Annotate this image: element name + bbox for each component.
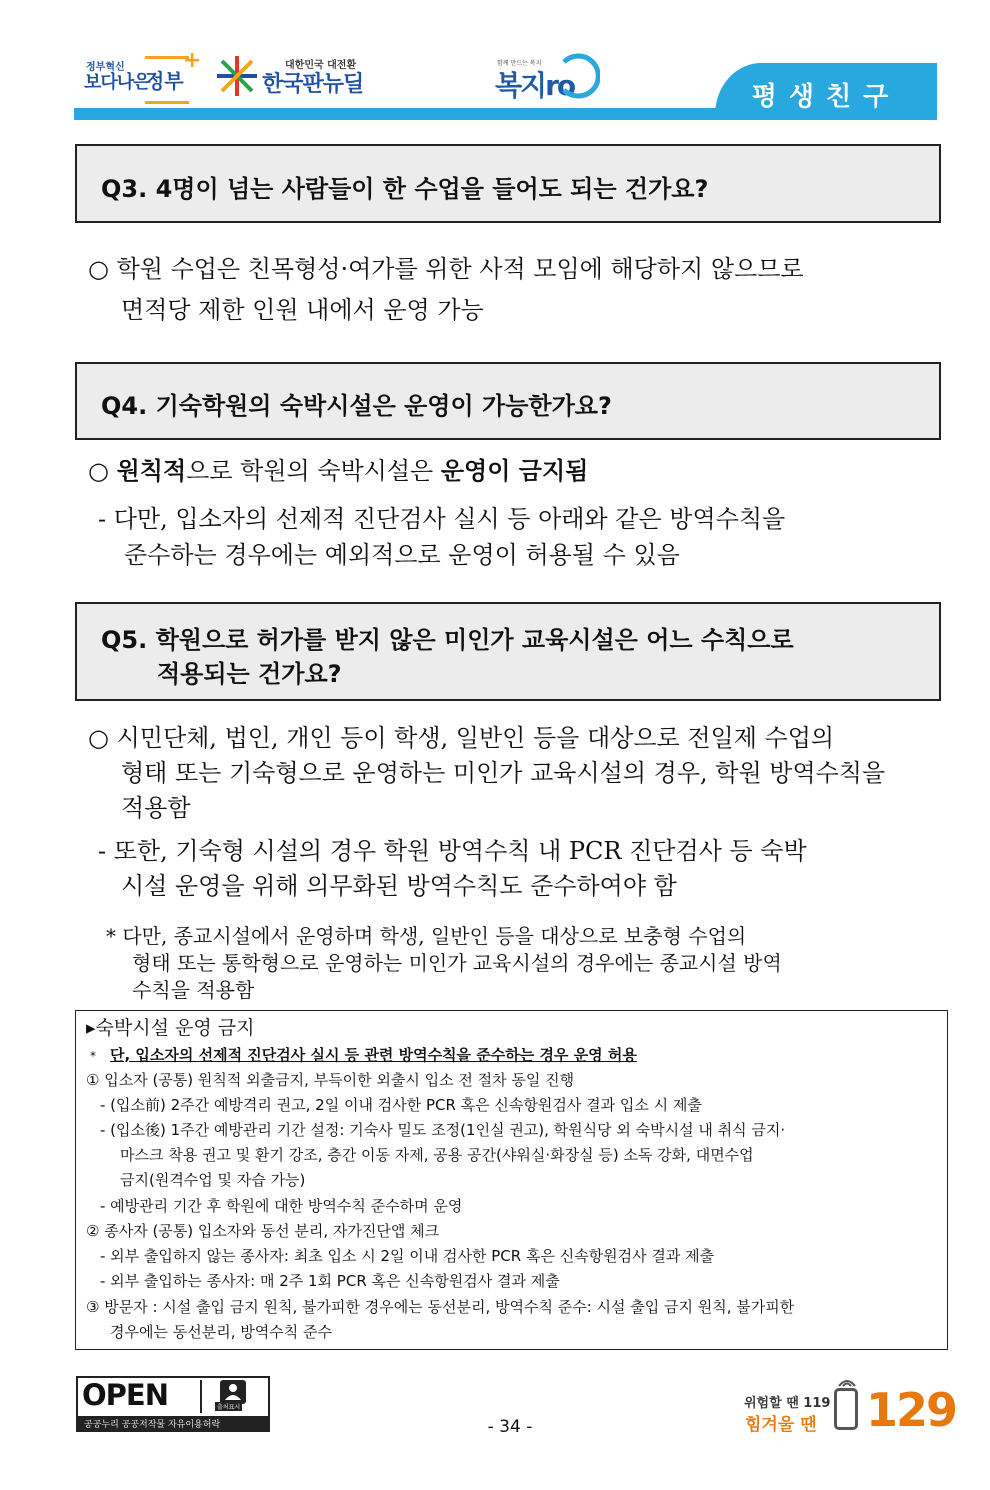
q5-note-line3: 수칙을 적용함 bbox=[132, 978, 255, 1002]
logo-gov-innovation-small: 정부혁신 bbox=[86, 62, 125, 73]
summary-line11: 경우에는 동선분리, 방역수칙 준수 bbox=[110, 1323, 332, 1341]
summary-line1: ① 입소자 (공통) 원칙적 외출금지, 부득이한 외출시 입소 전 절차 동일 진행 bbox=[86, 1071, 575, 1089]
q3-question-text: Q3. 4명이 넘는 사람들이 한 수업을 들어도 되는 건가요? bbox=[101, 175, 709, 203]
logo-gov-word: 정부 bbox=[145, 69, 184, 93]
summary-line3: - (입소後) 1주간 예방관리 기간 설정: 기숙사 밀도 조정(1인실 권고), 학원식당 외 숙박시설 내 취식 금지· bbox=[100, 1121, 786, 1139]
signal-waves-icon bbox=[836, 1374, 858, 1388]
q5-answer-line2: 형태 또는 기숙형으로 운영하는 미인가 교육시설의 경우, 학원 방역수칙을 bbox=[121, 759, 886, 787]
q5-question-box bbox=[75, 602, 941, 701]
summary-subtitle: 단, 입소자의 선제적 진단검사 실시 등 관련 방역수칙을 준수하는 경우 운영 허용 bbox=[110, 1046, 637, 1064]
q5-question-line2: 적용되는 건가요? bbox=[157, 660, 342, 688]
summary-line6: - 예방관리 기간 후 학원에 대한 방역수칙 준수하며 운영 bbox=[100, 1197, 463, 1215]
q4-answer-mid: 으로 학원의 숙박시설은 bbox=[186, 457, 441, 485]
logo-welfare-small: 함께 만드는 복지 bbox=[497, 60, 542, 67]
logo-gov-innovation-main: 보다나은 bbox=[84, 72, 150, 93]
q5-answer-line3: 적용함 bbox=[121, 794, 191, 822]
summary-title: ▸숙박시설 운영 금지 bbox=[86, 1017, 255, 1039]
q3-question-box bbox=[75, 144, 941, 223]
q4-answer-line3: 준수하는 경우에는 예외적으로 운영이 허용될 수 있음 bbox=[124, 541, 680, 569]
hotline-bottom-text: 힘겨울 땐 bbox=[745, 1415, 817, 1435]
summary-subtitle-star: * bbox=[90, 1049, 96, 1063]
summary-line5: 금지(원격수업 및 자습 가능) bbox=[120, 1171, 306, 1189]
logo-welfare-ring-icon bbox=[556, 52, 600, 100]
open-license-word: OPEN bbox=[82, 1378, 168, 1412]
logo-plus-icon: + bbox=[183, 48, 202, 73]
logo-welfare-main: 복지ro bbox=[495, 69, 575, 102]
summary-line4: 마스크 착용 권고 및 환기 강조, 층간 이동 자제, 공용 공간(샤워실·화장실 등) 소독 강화, 대면수업 bbox=[120, 1146, 754, 1164]
summary-line9: - 외부 출입하는 종사자: 매 2주 1회 PCR 혹은 신속항원검사 결과 제출 bbox=[100, 1272, 560, 1290]
q5-note-line1: * 다만, 종교시설에서 운영하며 학생, 일반인 등을 대상으로 보충형 수업의 bbox=[106, 924, 747, 948]
q4-answer-line1 bbox=[88, 454, 588, 488]
logo-new-deal-main: 한국판뉴딜 bbox=[262, 72, 364, 97]
q4-answer-line2: - 다만, 입소자의 선제적 진단검사 실시 등 아래와 같은 방역수칙을 bbox=[98, 505, 786, 533]
summary-box bbox=[75, 1010, 948, 1350]
q4-question-text: Q4. 기숙학원의 숙박시설은 운영이 가능한가요? bbox=[101, 392, 612, 420]
phone-icon bbox=[834, 1388, 858, 1430]
q3-answer-line2: 면적당 제한 인원 내에서 운영 가능 bbox=[121, 296, 484, 324]
q5-question-line1: Q5. 학원으로 허가를 받지 않은 미인가 교육시설은 어느 수칙으로 bbox=[101, 626, 794, 654]
q4-answer-bullet: ○ bbox=[88, 457, 117, 485]
q5-answer-line4: - 또한, 기숙형 시설의 경우 학원 방역수칙 내 PCR 진단검사 등 숙박 bbox=[98, 837, 807, 865]
q5-note-line2: 형태 또는 통학형으로 운영하는 미인가 교육시설의 경우에는 종교시설 방역 bbox=[132, 951, 782, 975]
new-deal-star-icon bbox=[214, 54, 260, 98]
open-license-subtext: 공공누리 공공저작물 자유이용허락 bbox=[84, 1420, 221, 1430]
hotline-number: 129 bbox=[866, 1383, 957, 1437]
summary-line10: ③ 방문자 : 시설 출입 금지 원칙, 불가피한 경우에는 동선분리, 방역수칙 준수: 시설 출입 금지 원칙, 불가피한 bbox=[86, 1298, 795, 1316]
summary-line7: ② 종사자 (공통) 입소자와 동선 분리, 자가진단앱 체크 bbox=[86, 1222, 440, 1240]
hotline-top-text: 위험할 땐 119 bbox=[744, 1396, 831, 1411]
q4-question-box bbox=[75, 362, 941, 440]
summary-line2: - (입소前) 2주간 예방격리 권고, 2일 이내 검사한 PCR 혹은 신속항원검사 결과 입소 시 제출 bbox=[100, 1096, 702, 1114]
header-tab-label: 평생친구 bbox=[751, 82, 901, 112]
attribution-person-icon bbox=[220, 1380, 246, 1404]
page-number: - 34 - bbox=[487, 1417, 533, 1437]
logo-new-deal-small: 대한민국 대전환 bbox=[285, 60, 357, 71]
q4-answer-bold2: 운영이 금지됨 bbox=[440, 456, 589, 485]
q5-answer-line1: ○ 시민단체, 법인, 개인 등이 학생, 일반인 등을 대상으로 전일제 수업의 bbox=[88, 724, 835, 752]
q4-answer-bold1: 원칙적 bbox=[116, 456, 187, 485]
open-license-badge-text: 출처표시 bbox=[217, 1404, 241, 1411]
summary-line8: - 외부 출입하지 않는 종사자: 최초 입소 시 2일 이내 검사한 PCR 혹은 신속항원검사 결과 제출 bbox=[100, 1247, 715, 1265]
q5-answer-line5: 시설 운영을 위해 의무화된 방역수칙도 준수하여야 함 bbox=[121, 872, 677, 900]
q3-answer-line1: ○ 학원 수업은 친목형성·여가를 위한 사적 모임에 해당하지 않으므로 bbox=[88, 255, 804, 283]
